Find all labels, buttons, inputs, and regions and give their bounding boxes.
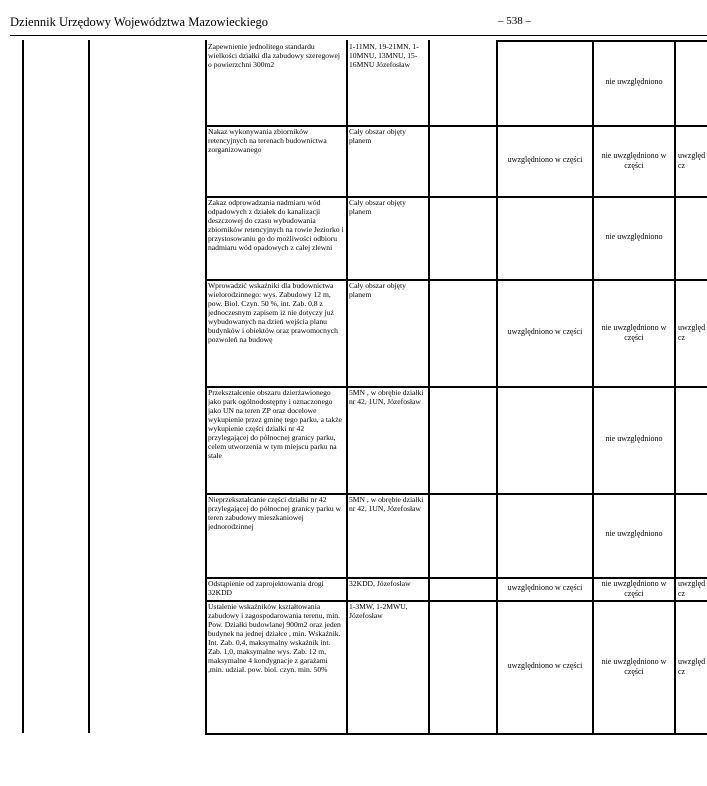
row-status-2: nie uwzględniono w części <box>601 656 667 676</box>
row-status-3: uwzględ cz <box>678 656 706 676</box>
row-location: 1-11MN, 19-21MN, 1-10MNU, 13MNU, 15-16MNU Józefosław <box>349 42 419 69</box>
row-description: Nieprzekształcanie części działki nr 42 przylegającej do północnej granicy parku w teren zabudowy mieszkaniowej jednorodzinnej <box>208 495 342 531</box>
row-status-2: nie uwzględniono <box>605 231 663 241</box>
row-status-2: nie uwzględniono <box>605 529 663 538</box>
table-top-rule <box>496 40 707 42</box>
row-location: Cały obszar objęty planem <box>349 127 406 145</box>
row-description: Zapewnienie jednolitego standardu wielkości działki dla zabudowy szeregowej o powierzchni 300m2 <box>208 42 341 69</box>
journal-title: Dziennik Urzędowy Województwa Mazowieckiego <box>10 15 269 29</box>
row-location: 5MN , w obrębie działki nr 42, 1UN, Józefosław <box>349 495 424 513</box>
row-status-2: nie uwzględniono w części <box>601 322 667 342</box>
row-location: Cały obszar objęty planem <box>349 198 406 216</box>
row-description: Przekształcenie obszaru dzierżawionego jako park ogólnodostępny i oznaczonego jako UN na teren ZP oraz docelowe wykupienie przez gminę tego parku, a także wykupienie części działki nr 42 przylegającej do północnej granicy parku, celem utworzenia w tym miejscu parku na stałe <box>208 388 342 460</box>
row-description: Zakaz odprowadzania nadmiaru wód odpadowych z działek do kanalizacji deszczowej do czasu wybudowania zbiorników retencyjnych na rowie Jeziorko i przystosowaniu go do możliwości odbioru nadmiaru wód opadowych z całej zlewni <box>208 198 344 252</box>
table-column-rule <box>88 40 90 733</box>
row-status-1: uwzględniono w części <box>507 582 583 592</box>
row-status-3: uwzględ cz <box>678 150 706 170</box>
row-description: Wprowadzić wskaźniki dla budownictwa wielorodzinnego: wys. Zabudowy 12 m, pow. Biol. Czyn. 50 %, int. Zab. 0,8 z jednoczesnym zapisem iż nie dotyczy już wybudowanych na dzień wejścia planu budynków i obiektów oraz prawomocnych pozwoleń na budowę <box>208 281 338 344</box>
row-status-2: nie uwzględniono <box>605 76 663 86</box>
table-column-rule <box>22 40 24 733</box>
row-status-2: nie uwzględniono w części <box>601 150 667 170</box>
row-location: 5MN , w obrębie działki nr 42, 1UN, Józefosław <box>349 388 424 406</box>
row-status-1: uwzględniono w części <box>507 660 583 670</box>
table-row-rule <box>205 733 707 735</box>
row-description: Nakaz wykonywania zbiorników retencyjnych na terenach budownictwa zorganizowanego <box>208 127 327 154</box>
row-status-2: nie uwzględniono <box>605 433 663 443</box>
header-rule <box>10 35 707 36</box>
row-status-3: uwzględ cz <box>678 322 706 342</box>
row-location: Cały obszar objęty planem <box>349 281 406 299</box>
row-status-3: uwzględ cz <box>678 578 706 598</box>
row-status-2: nie uwzględniono w części <box>601 578 667 598</box>
row-location: 1-3MW, 1-2MWU, Józefosław <box>349 602 408 620</box>
row-status-1: uwzględniono w części <box>507 326 583 336</box>
row-description: Odstąpienie od zaprojektowania drogi 32KDD <box>208 579 324 597</box>
page-number: – 538 – <box>498 15 531 27</box>
row-description: Ustalenie wskaźników kształtowania zabudowy i zagospodarowania terenu, min. Pow. Działki budowlanej 900m2 oraz jeden budynek na jednej działce , min. Wskaźnik. Int. Zab. 0,4, maksymalny wskaźnik int. Zab. 1,0, maksymalne wys. Zab. 12 m, maksymalne 4 kondygnacje z garażami ,min. udział. pow. biol. czyn. min. 50% <box>208 602 341 674</box>
row-location: 32KDD, Józefosław <box>349 579 411 588</box>
row-status-1: uwzględniono w części <box>507 154 583 164</box>
